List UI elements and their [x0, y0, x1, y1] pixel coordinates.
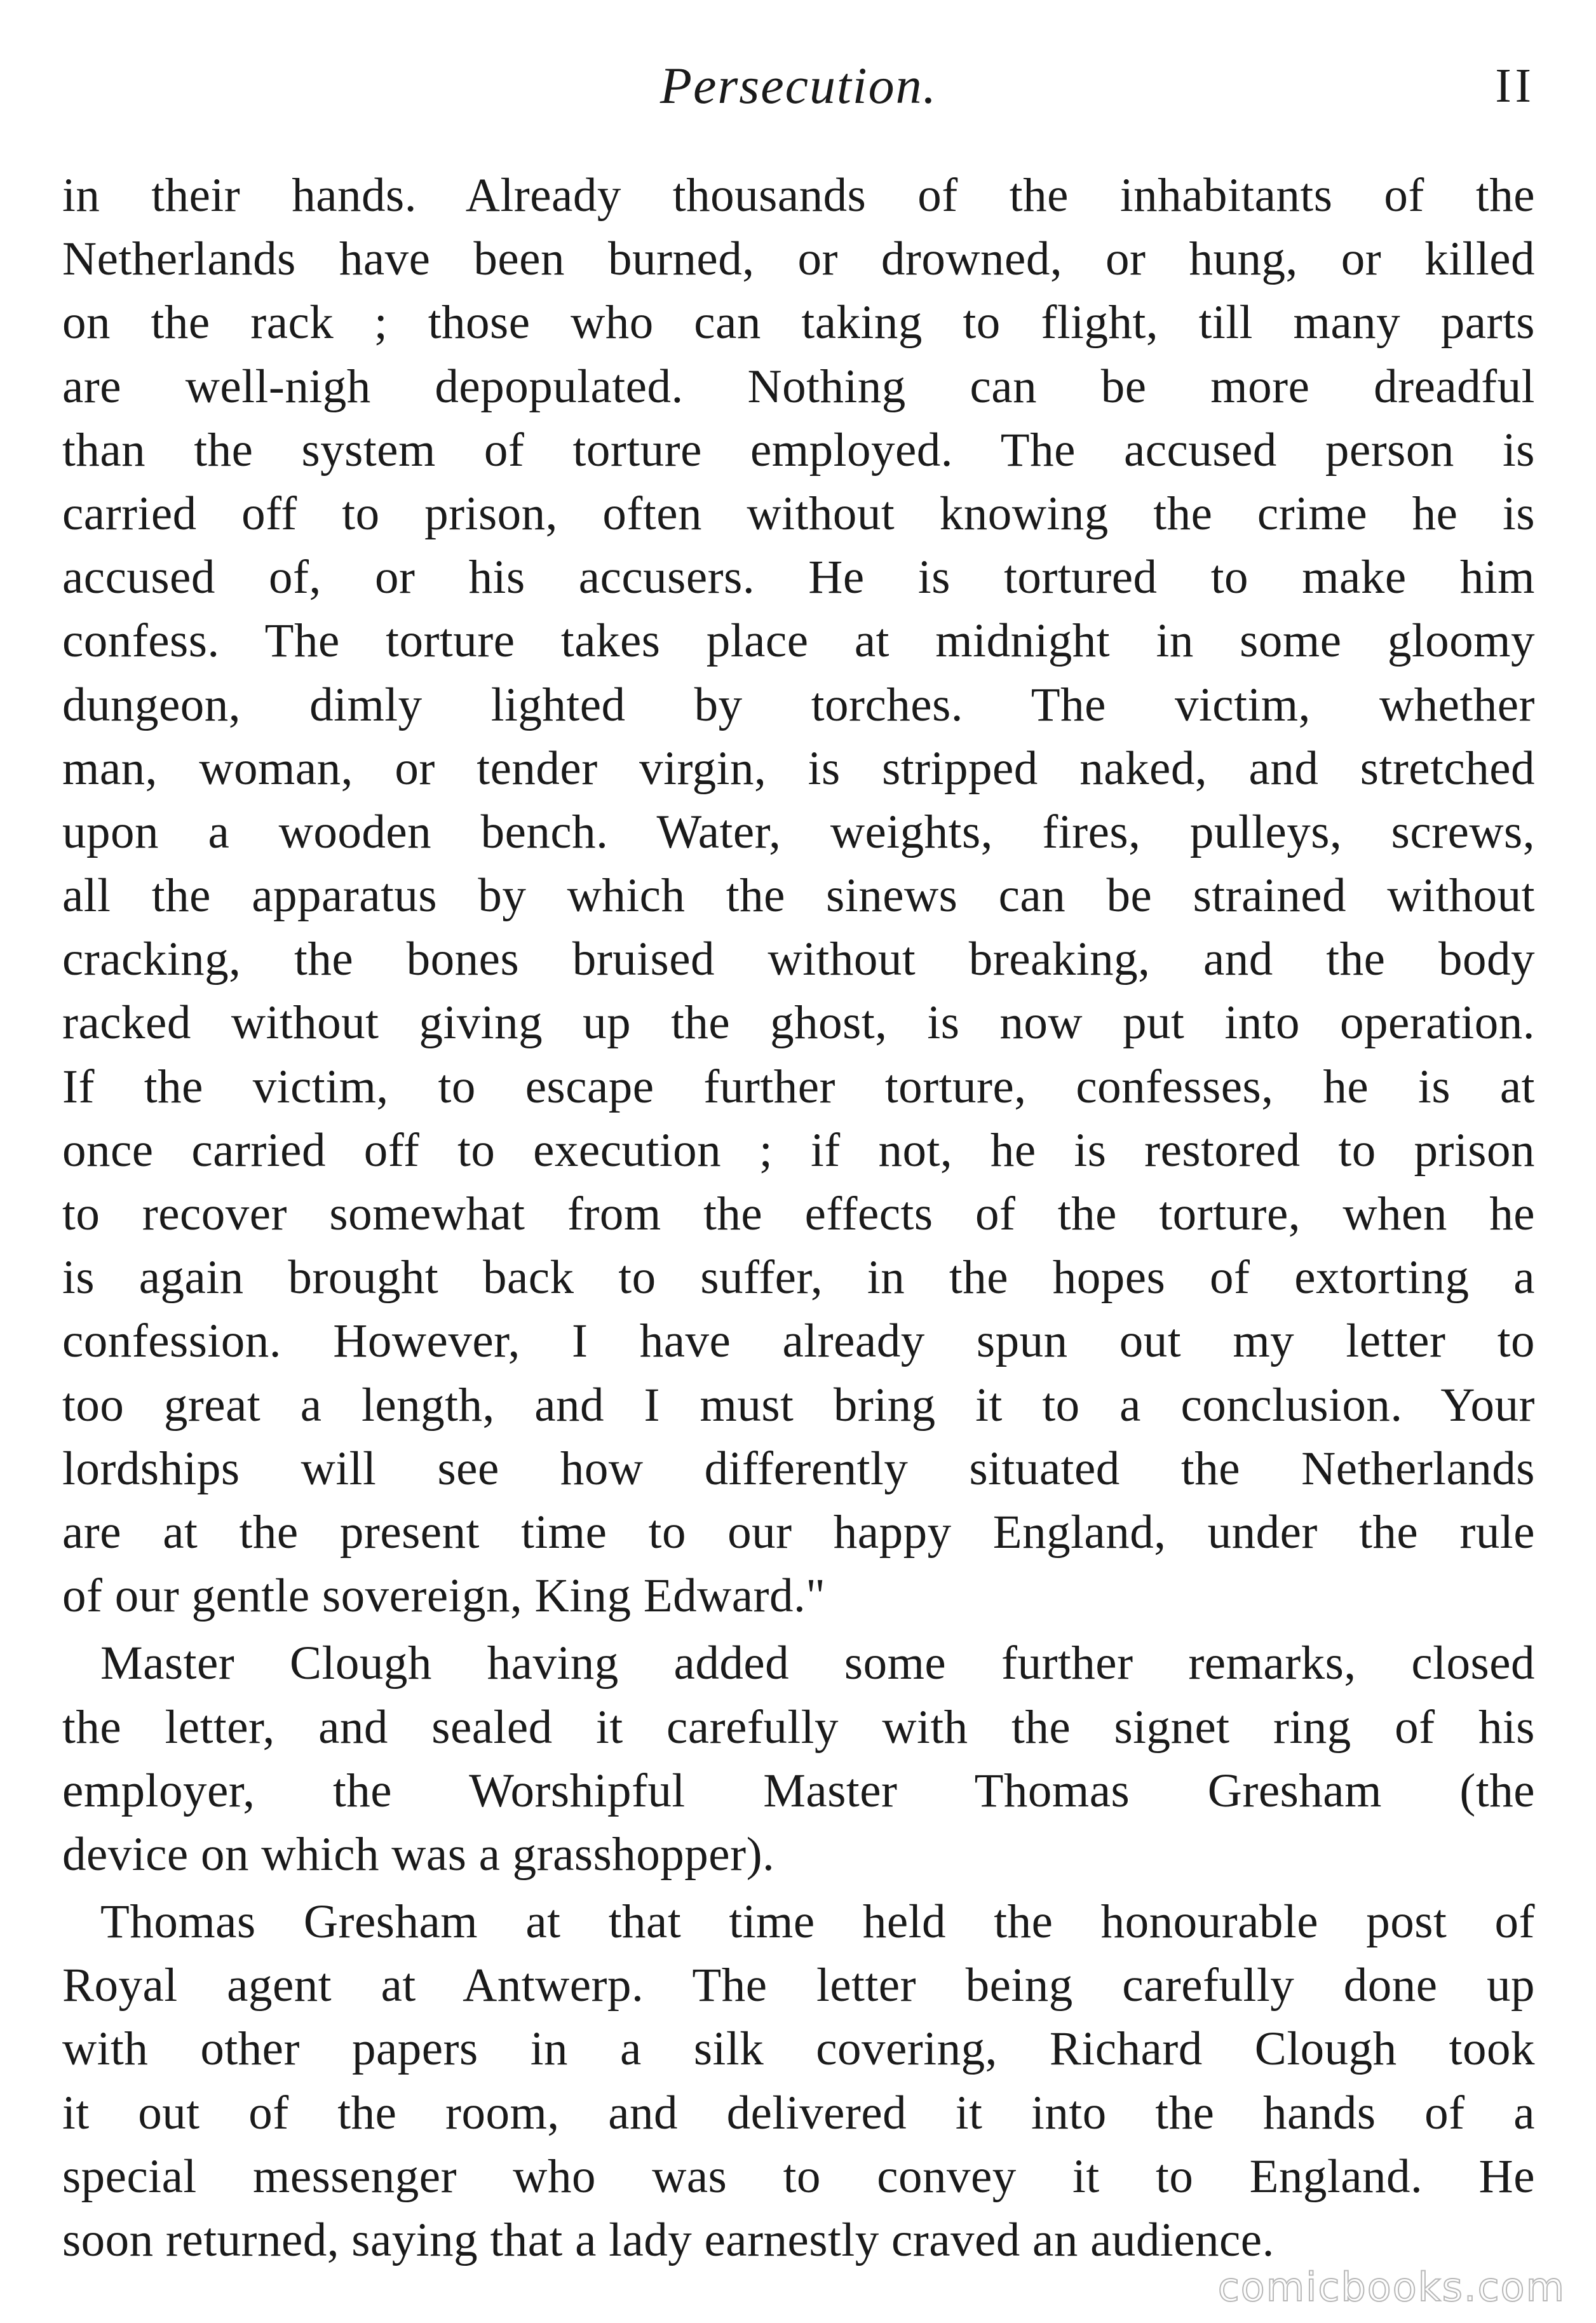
- paragraph: [62, 1890, 1535, 2272]
- text-line: confess. The torture takes place at midnight in some gloomy: [62, 614, 1535, 668]
- text-line: cracking, the bones bruised without breaking, and the body: [62, 933, 1535, 986]
- text-line: Royal agent at Antwerp. The letter being carefully done up: [62, 1959, 1535, 2012]
- text-line: dungeon, dimly lighted by torches. The victim, whether: [62, 678, 1535, 731]
- body-text: [62, 164, 1535, 2272]
- paragraph: [62, 1632, 1535, 1886]
- text-line: device on which was a grasshopper).: [62, 1827, 775, 1881]
- page-number: II: [1495, 59, 1535, 112]
- paragraph: [62, 164, 1535, 1628]
- text-line: Master Clough having added some further remarks, closed: [100, 1637, 1535, 1690]
- text-line: special messenger who was to convey it to England. He: [62, 2150, 1535, 2203]
- text-line: Netherlands have been burned, or drowned, or hung, or killed: [62, 233, 1535, 286]
- text-line: carried off to prison, often without knowing the crime he is: [62, 487, 1535, 540]
- text-line: to recover somewhat from the effects of the torture, when he: [62, 1188, 1535, 1240]
- text-line: racked without giving up the ghost, is now put into operation.: [62, 996, 1535, 1050]
- text-line: than the system of torture employed. The accused person is: [62, 423, 1535, 477]
- text-line: in their hands. Already thousands of the inhabitants of the: [62, 169, 1535, 222]
- text-line: the letter, and sealed it carefully with the signet ring of his: [62, 1700, 1535, 1754]
- text-line: soon returned, saying that a lady earnestly craved an audience.: [62, 2214, 1275, 2266]
- text-line: too great a length, and I must bring it to a conclusion. Your: [62, 1378, 1535, 1432]
- running-head: [62, 56, 1535, 132]
- text-line: If the victim, to escape further torture, confesses, he is at: [62, 1060, 1535, 1113]
- text-line: employer, the Worshipful Master Thomas Gresham (the: [62, 1764, 1535, 1817]
- text-line: Thomas Gresham at that time held the honourable post of: [100, 1895, 1535, 1949]
- text-line: upon a wooden bench. Water, weights, fires, pulleys, screws,: [62, 805, 1535, 858]
- text-line: man, woman, or tender virgin, is stripped naked, and stretched: [62, 742, 1535, 795]
- text-line: confession. However, I have already spun out my letter to: [62, 1315, 1535, 1368]
- text-line: on the rack ; those who can taking to flight, till many parts: [62, 296, 1535, 349]
- text-line: all the apparatus by which the sinews can be strained without: [62, 869, 1535, 923]
- text-line: is again brought back to suffer, in the hopes of extorting a: [62, 1251, 1535, 1304]
- text-line: once carried off to execution ; if not, he is restored to prison: [62, 1123, 1535, 1177]
- text-line: lordships will see how differently situated the Netherlands: [62, 1442, 1535, 1495]
- text-line: of our gentle sovereign, King Edward.": [62, 1569, 826, 1623]
- text-line: with other papers in a silk covering, Richard Clough took: [62, 2022, 1535, 2076]
- running-title: Persecution.: [659, 57, 938, 114]
- watermark-logo: comicbooks.com: [1217, 2264, 1566, 2310]
- text-line: are well-nigh depopulated. Nothing can be more dreadful: [62, 360, 1535, 413]
- text-line: are at the present time to our happy England, under the rule: [62, 1505, 1535, 1559]
- text-line: it out of the room, and delivered it into the hands of a: [62, 2086, 1535, 2139]
- text-line: accused of, or his accusers. He is tortured to make him: [62, 551, 1535, 604]
